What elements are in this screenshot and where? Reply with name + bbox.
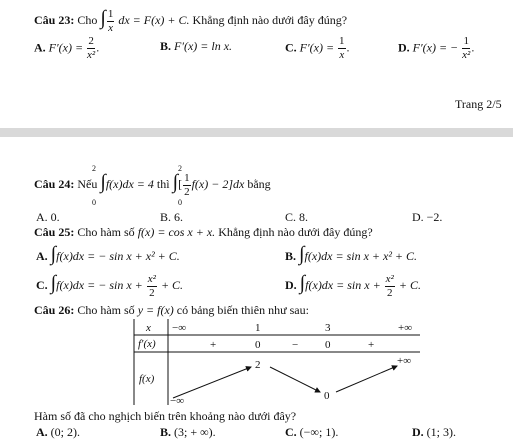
f-value: −∞ — [170, 395, 185, 407]
q24-stem: Câu 24: Nếu ∫f(x)dx = 4 thì ∫[ $\frac{1}{2}$ f(x) − 2]dx bằng — [34, 171, 271, 198]
q25-option-a[interactable]: A. ∫f(x)dx = − sin x + x² + C. — [36, 243, 180, 265]
x-value: 3 — [325, 322, 331, 334]
sign: 0 — [325, 339, 331, 351]
q24-option-b[interactable]: B. 6. — [160, 210, 184, 224]
q23-label: Câu 23: — [34, 13, 75, 27]
q26-option-a[interactable]: A. (0; 2). — [36, 425, 80, 439]
q24-option-d[interactable]: D. −2. — [412, 210, 443, 224]
integral-sign: ∫ — [50, 243, 57, 265]
table-row-x: x — [146, 322, 151, 334]
q26-option-c[interactable]: C. (−∞; 1). — [285, 425, 339, 439]
q23-fraction: $\frac{1}{x}$ — [107, 7, 114, 34]
q23-option-b[interactable]: B. F′(x) = ln x. — [160, 39, 233, 53]
q23-stem-post: Khẳng định nào dưới đây đúng? — [192, 13, 348, 27]
q23-option-c[interactable]: C. F′(x) = $\frac{1}{x}$ . — [285, 35, 350, 61]
q26-option-d[interactable]: D. (1; 3). — [412, 425, 456, 439]
f-value: 2 — [255, 359, 261, 371]
q26-option-b[interactable]: B. (3; + ∞). — [160, 425, 216, 439]
q24-lower-limit-2: 0 — [178, 198, 182, 207]
x-value: −∞ — [172, 322, 187, 334]
q25-option-b[interactable]: B. ∫f(x)dx = sin x + x² + C. — [285, 243, 418, 265]
integral-sign: ∫ — [299, 243, 305, 265]
q23-stem-pre: Cho — [77, 13, 98, 27]
q26-question: Hàm số đã cho nghịch biến trên khoảng nào dưới đây? — [34, 409, 297, 423]
page-number: Trang 2/5 — [455, 97, 502, 111]
integral-sign: ∫ — [100, 171, 106, 193]
x-value: 1 — [255, 322, 261, 334]
integral-sign: ∫ — [50, 272, 57, 294]
integral-sign: ∫ — [172, 171, 179, 193]
table-row-f: f(x) — [139, 373, 155, 385]
q24-upper-limit-1: 2 — [92, 164, 96, 173]
sign: 0 — [255, 339, 261, 351]
q23-stem-eq: dx = F(x) + C. — [118, 13, 190, 27]
q23-option-d[interactable]: D. F′(x) = − $\frac{1}{\text{x²}}$ . — [398, 35, 475, 61]
q25-label: Câu 25: — [34, 225, 75, 239]
sign: + — [368, 339, 375, 351]
q25-option-d[interactable]: D. ∫f(x)dx = sin x + $\frac{\text{x²}}{2}$ + C. — [285, 272, 421, 299]
q25-option-c[interactable]: C. ∫f(x)dx = − sin x + $\frac{\text{x²}}{2}$ + C. — [36, 272, 184, 299]
q26-label: Câu 26: — [34, 303, 75, 317]
q24-upper-limit-2: 2 — [178, 164, 182, 173]
q24-option-c[interactable]: C. 8. — [285, 210, 309, 224]
x-value: +∞ — [398, 322, 413, 334]
page-separator — [0, 128, 513, 137]
table-row-fprime: f′(x) — [138, 338, 156, 350]
q24-lower-limit-1: 0 — [92, 198, 96, 207]
sign: + — [210, 339, 217, 351]
sign: − — [292, 339, 299, 351]
f-value: 0 — [324, 390, 330, 402]
integral-sign: ∫ — [299, 272, 306, 294]
q23-option-a[interactable]: A. F′(x) = $\frac{2}{\text{x²}}$ . — [34, 35, 100, 61]
q23-stem — [34, 8, 347, 34]
q26-stem: Câu 26: Cho hàm số y = f(x) có bảng biến thiên như sau: — [34, 303, 309, 317]
q25-stem: Câu 25: Cho hàm số f(x) = cos x + x. Khẳng định nào dưới đây đúng? — [34, 225, 373, 239]
f-value: +∞ — [397, 355, 412, 367]
q24-option-a[interactable]: A. 0. — [36, 210, 60, 224]
q24-label: Câu 24: — [34, 177, 75, 191]
integral-sign: ∫ — [100, 7, 106, 29]
